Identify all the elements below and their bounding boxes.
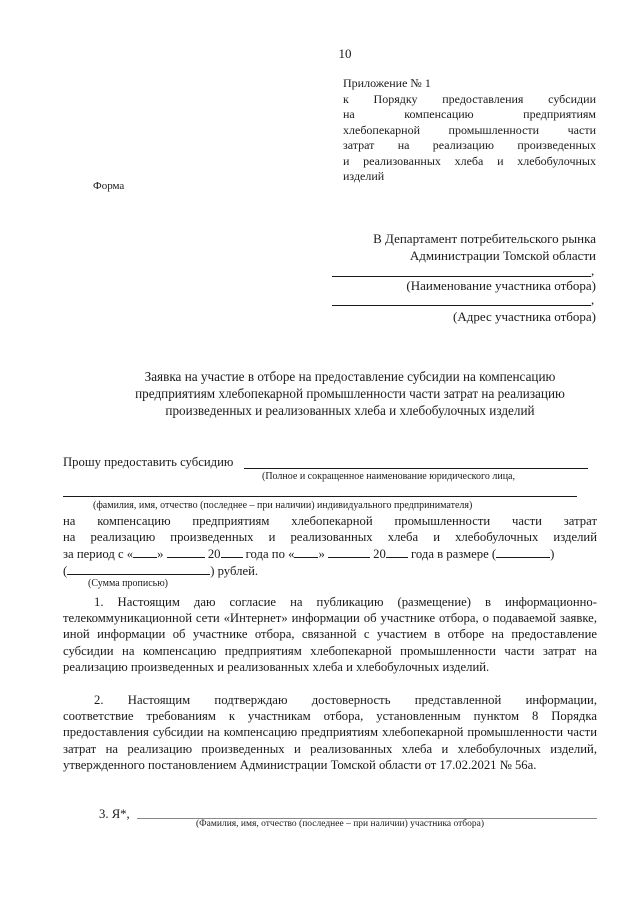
- participant-fullname-caption: (Фамилия, имя, отчество (последнее – при наличии) участника отбора): [196, 819, 485, 829]
- period-line: [63, 545, 554, 562]
- amount-words-field[interactable]: [67, 562, 210, 575]
- appendix-title: Приложение № 1: [343, 76, 431, 90]
- rubles-label: ) рублей.: [210, 564, 259, 578]
- end-year-field[interactable]: [386, 545, 408, 558]
- paragraph1-first-line: 1. Настоящим даю согласие на публикацию (размещение) в информационно-: [94, 595, 597, 609]
- start-day-field[interactable]: [133, 545, 157, 558]
- quote-label: »: [318, 547, 328, 561]
- title-line: предприятиям хлебопекарной промышленности части затрат на реализацию: [135, 386, 565, 401]
- appendix-line: на компенсацию предприятиям: [343, 107, 596, 121]
- title-line: Заявка на участие в отборе на предоставление субсидии на компенсацию: [144, 369, 556, 384]
- application-title: [60, 368, 640, 419]
- applicant-name-field[interactable]: [244, 468, 588, 469]
- year-label: 20: [204, 547, 221, 561]
- start-year-field[interactable]: [221, 545, 243, 558]
- appendix-line: хлебопекарной промышленности части: [343, 122, 596, 137]
- appendix-line: изделий: [343, 169, 385, 183]
- comma: ,: [591, 292, 595, 307]
- appendix-line: к Порядку предоставления субсидии: [343, 91, 596, 106]
- end-month-field[interactable]: [328, 545, 370, 558]
- participant-address-caption: (Адрес участника отбора): [453, 309, 596, 324]
- applicant-name-field-2[interactable]: [63, 496, 577, 497]
- comma: ,: [591, 263, 595, 278]
- appendix-line: затрат на реализацию произведенных: [343, 138, 596, 152]
- addressee-line: Администрации Томской области: [409, 248, 596, 263]
- participant-name-caption: (Наименование участника отбора): [406, 278, 596, 293]
- paragraph1-body: телекоммуникационной сети «Интернет» информации об участнике отбора, о подаваемой заявке, иной информации об участнике отбора, связанной с участием в отборе на предоставление субсидии на компенсацию предприятиям хлебопекарной промышленности части затрат на реализацию произведенных и реализованных хлеба и хлебобулочных изделий.: [63, 611, 597, 674]
- period-to-label: года по «: [242, 547, 295, 561]
- entrepreneur-caption: (фамилия, имя, отчество (последнее – при наличии) индивидуального предпринимателя): [93, 500, 473, 511]
- amount-label: года в размере (: [407, 547, 497, 561]
- period-from-label: за период с «: [63, 547, 134, 561]
- page-number: 10: [338, 46, 352, 61]
- open-paren: (: [63, 564, 68, 578]
- close-paren: ): [550, 547, 555, 561]
- quote-label: »: [157, 547, 167, 561]
- paragraph2-first-line: 2. Настоящим подтверждаю достоверность представленной информации,: [94, 693, 597, 707]
- amount-caption: (Сумма прописью): [88, 578, 168, 589]
- amount-field[interactable]: [496, 545, 550, 558]
- request-prefix: Прошу предоставить субсидию: [63, 455, 234, 469]
- appendix-header: [343, 76, 596, 185]
- start-month-field[interactable]: [167, 545, 205, 558]
- amount-words-line: [63, 562, 258, 579]
- paragraph2-body: соответствие требованиям к участникам отбора, установленным пунктом 8 Порядка предоставления субсидии на компенсацию предприятиям хлебопекарной промышленности части затрат на реализацию произведенных и реализованных хлеба и хлебобулочных изделий, утвержденного постановлением Администрации Томской области от 17.02.2021 № 56а.: [63, 709, 597, 772]
- form-label: Форма: [93, 180, 125, 192]
- title-line: произведенных и реализованных хлеба и хлебобулочных изделий: [165, 403, 535, 418]
- request-line: на реализацию произведенных и реализованных хлеба и хлебобулочных изделий: [63, 530, 597, 544]
- year-label: 20: [369, 547, 386, 561]
- addressee-line: В Департамент потребительского рынка: [373, 231, 596, 246]
- entity-caption: (Полное и сокращенное наименование юридического лица,: [262, 471, 515, 482]
- participant-address-field[interactable]: [332, 305, 591, 306]
- end-day-field[interactable]: [294, 545, 318, 558]
- appendix-line: и реализованных хлеба и хлебобулочных: [343, 153, 596, 168]
- request-line: на компенсацию предприятиям хлебопекарной промышленности части затрат: [63, 514, 597, 528]
- participant-name-field[interactable]: [332, 276, 591, 277]
- paragraph3-prefix: 3. Я*,: [99, 807, 130, 821]
- addressee-block: [373, 230, 596, 264]
